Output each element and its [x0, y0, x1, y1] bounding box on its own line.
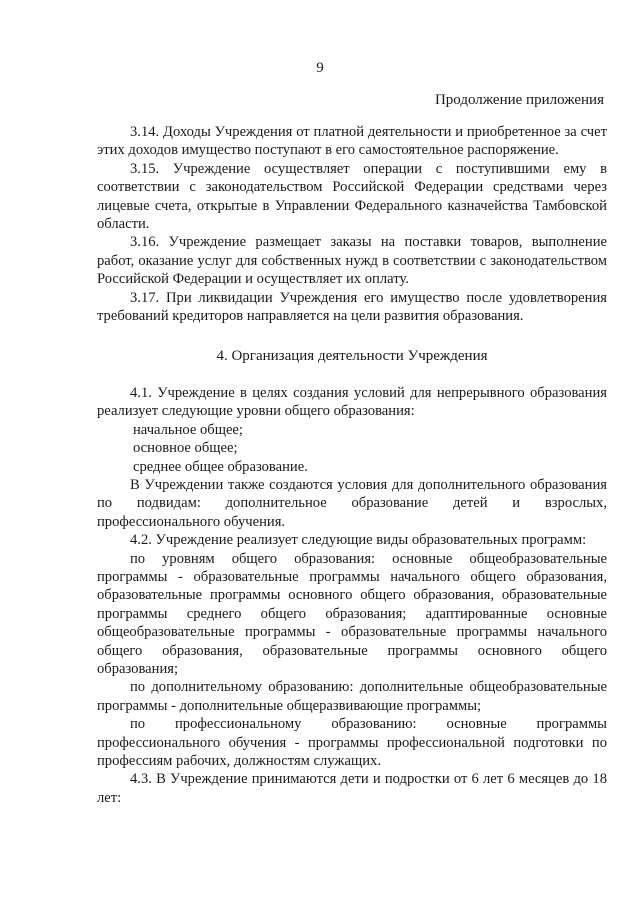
- paragraph-4-2-professional: по профессиональному образованию: основные программы профессионального обучения - программы профессиональной подготовки по профессиям рабочих, должностям служащих.: [97, 716, 607, 769]
- page-number: 9: [316, 60, 324, 76]
- section-title: 4. Организация деятельности Учреждения: [216, 348, 488, 365]
- paragraph-4-1-additional: В Учреждении также создаются условия для дополнительного образования по подвидам: дополнительное образование детей и взрослых, профессионального обучения.: [97, 476, 607, 530]
- paragraph-3-15: 3.15. Учреждение осуществляет операции с поступившими ему в соответствии с законодательством Российской Федерации средствами через лицевые счета, открытые в Управлении Федерального казначейства Тамбовской области.: [97, 160, 607, 233]
- paragraph-3-14: 3.14. Доходы Учреждения от платной деятельности и приобретенное за счет этих доходов имущество поступают в его самостоятельное распоряжение.: [97, 124, 607, 159]
- paragraph-4-2-additional: по дополнительному образованию: дополнительные общеобразовательные программы - дополнительные общеразвивающие программы;: [97, 679, 607, 714]
- paragraph-4-1: 4.1. Учреждение в целях создания условий для непрерывного образования реализует следующие уровни общего образования:: [97, 384, 607, 420]
- document-body: [97, 123, 607, 807]
- level-item: среднее общее образование.: [133, 458, 308, 475]
- paragraph-4-2-general: по уровням общего образования: основные общеобразовательные программы - образовательные программы начального общего образования, образовательные программы основного общего образования, образовательные программы среднего общего образования; адаптированные основные общеобразовательные программы - образовательные программы начального общего образования, образовательные программы основного общего образования;: [97, 550, 607, 677]
- paragraph-3-17: 3.17. При ликвидации Учреждения его имущество после удовлетворения требований кредиторов направляется на цели развития образования.: [97, 289, 607, 325]
- level-item: основное общее;: [133, 440, 238, 457]
- paragraph-3-16: 3.16. Учреждение размещает заказы на поставки товаров, выполнение работ, оказание услуг для собственных нужд в соответствии с законодательством Российской Федерации и осуществляет их оплату.: [97, 234, 607, 288]
- continuation-label: Продолжение приложения: [434, 92, 604, 108]
- paragraph-4-2: 4.2. Учреждение реализует следующие виды образовательных программ:: [130, 532, 587, 549]
- paragraph-4-3: 4.3. В Учреждение принимаются дети и подростки от 6 лет 6 месяцев до 18 лет:: [97, 771, 607, 806]
- level-item: начальное общее;: [133, 421, 243, 438]
